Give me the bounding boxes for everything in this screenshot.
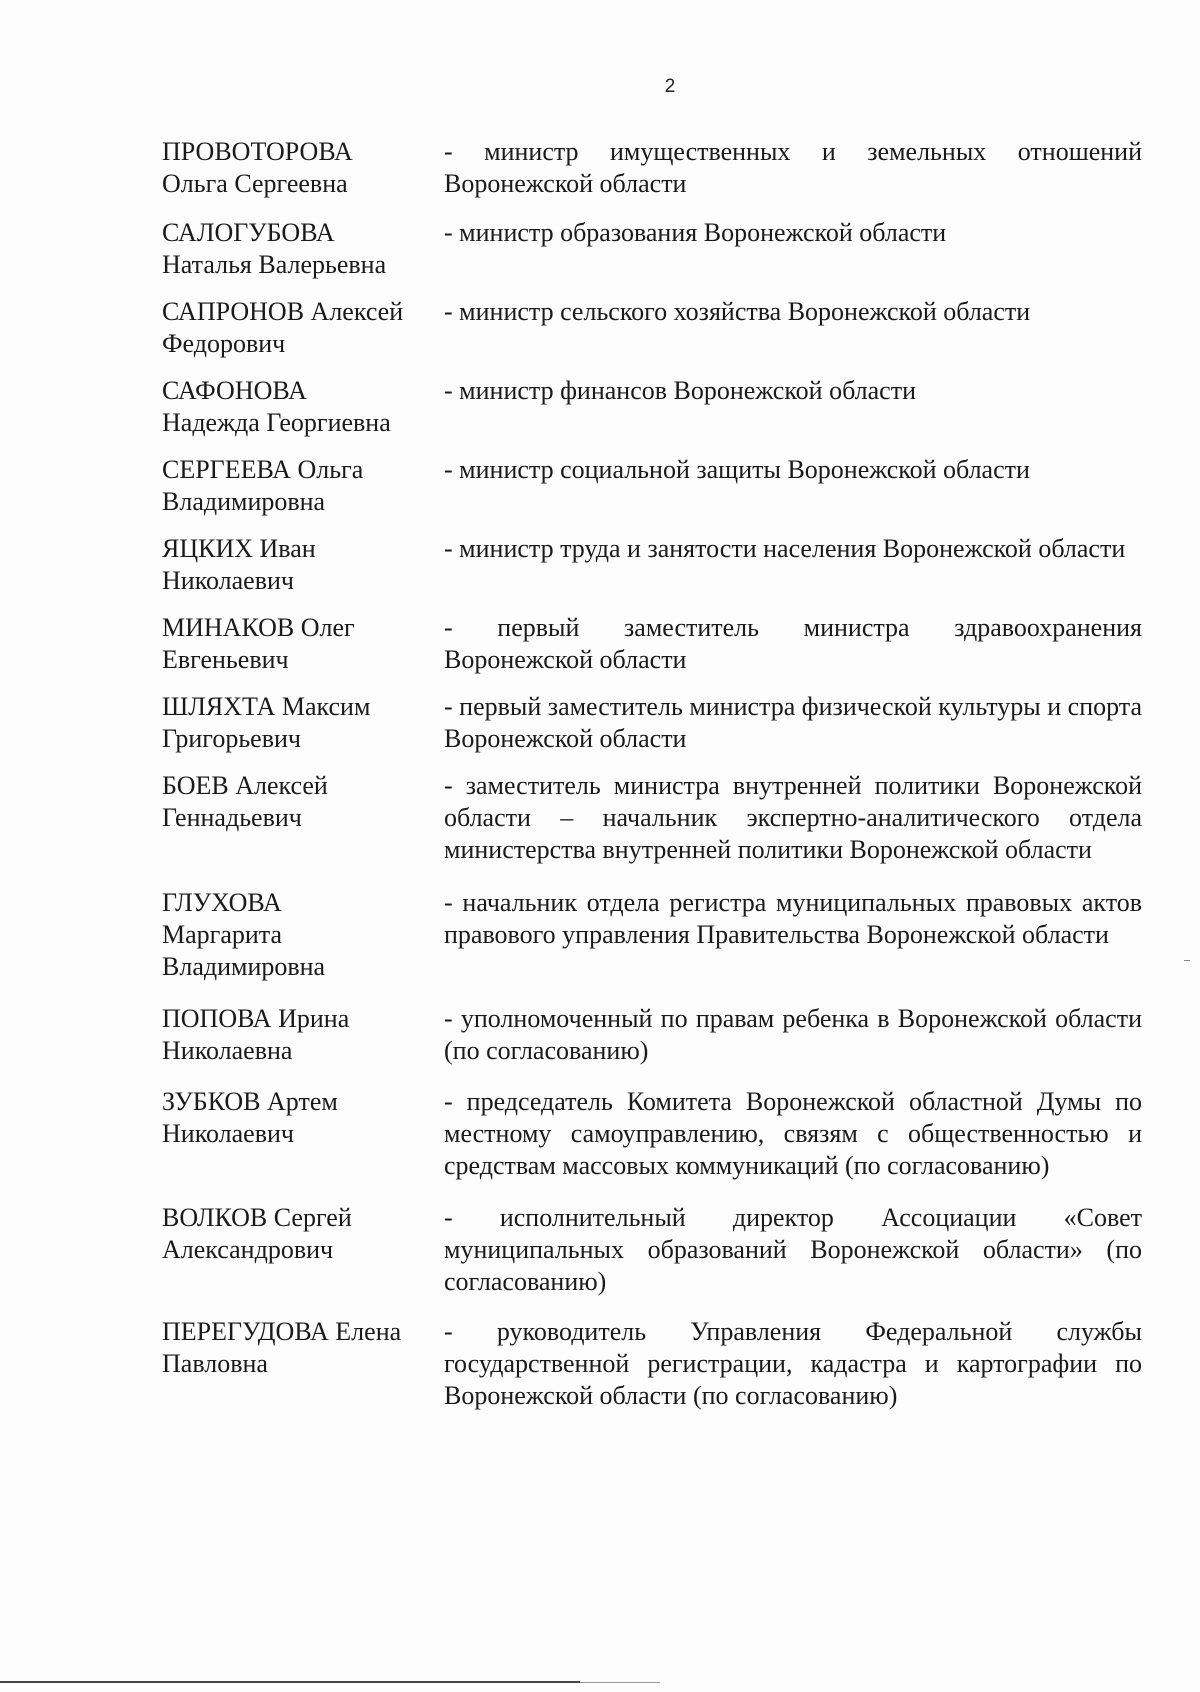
list-item: [162, 612, 1142, 676]
member-role: - министр финансов Воронежской области: [444, 376, 916, 405]
member-role: - первый заместитель министра физической культуры и спорта Воронежской области: [444, 692, 1142, 753]
member-role: - начальник отдела регистра муниципальных правовых актов правового управления Правительства Воронежской области: [444, 888, 1142, 949]
member-name: [162, 1316, 444, 1380]
scan-speck: [1184, 960, 1190, 961]
member-role: - министр труда и занятости населения Воронежской области: [444, 534, 1126, 563]
patronymic: Владимировна: [162, 952, 326, 981]
member-role: - министр социальной защиты Воронежской области: [444, 455, 1030, 484]
given-names: Маргарита: [162, 920, 282, 949]
given-names: Геннадьевич: [162, 803, 302, 832]
given-names: Надежда Георгиевна: [162, 408, 391, 437]
given-names: Николаевич: [162, 1119, 294, 1148]
member-role: - первый заместитель министра здравоохранения Воронежской области: [444, 613, 1142, 674]
given-names: Владимировна: [162, 487, 326, 516]
list-item: [162, 770, 1142, 866]
list-item: [162, 533, 1142, 597]
list-item: [162, 375, 1142, 439]
list-item: [162, 296, 1142, 360]
member-role: - заместитель министра внутренней политики Воронежской области – начальник экспертно-аналитического отдела министерства внутренней политики Воронежской области: [444, 771, 1142, 864]
given-names: Наталья Валерьевна: [162, 250, 387, 279]
surname: ЯЦКИХ Иван: [162, 534, 316, 563]
list-item: [162, 1086, 1142, 1182]
given-names: Николаевич: [162, 566, 294, 595]
member-name: [162, 1202, 444, 1266]
list-item: [162, 1316, 1142, 1412]
given-names: Павловна: [162, 1349, 268, 1378]
list-item: [162, 1202, 1142, 1298]
members-list: [162, 136, 1142, 1412]
member-name: [162, 217, 444, 281]
member-role: - министр образования Воронежской области: [444, 218, 947, 247]
bottom-rule: [0, 1681, 580, 1683]
list-item: [162, 691, 1142, 755]
surname: БОЕВ Алексей: [162, 771, 328, 800]
member-name: [162, 533, 444, 597]
surname: МИНАКОВ Олег: [162, 613, 355, 642]
surname: САПРОНОВ Алексей: [162, 297, 404, 326]
member-name: [162, 691, 444, 755]
member-role: - министр сельского хозяйства Воронежской области: [444, 297, 1031, 326]
bottom-rule-faint: [580, 1682, 660, 1683]
surname: ЗУБКОВ Артем: [162, 1087, 338, 1116]
member-name: [162, 296, 444, 360]
list-item: [162, 454, 1142, 518]
given-names: Александрович: [162, 1235, 334, 1264]
list-item: [162, 887, 1142, 983]
given-names: Евгеньевич: [162, 645, 289, 674]
surname: СЕРГЕЕВА Ольга: [162, 455, 364, 484]
member-role: - председатель Комитета Воронежской областной Думы по местному самоуправлению, связям с общественностью и средствам массовых коммуникаций (по согласованию): [444, 1087, 1142, 1180]
member-name: [162, 136, 444, 200]
surname: ПЕРЕГУДОВА Елена: [162, 1317, 402, 1346]
surname: ГЛУХОВА: [162, 888, 282, 917]
member-name: [162, 454, 444, 518]
surname: ВОЛКОВ Сергей: [162, 1203, 352, 1232]
given-names: Николаевна: [162, 1036, 293, 1065]
member-name: [162, 1086, 444, 1150]
given-names: Ольга Сергеевна: [162, 169, 348, 198]
page-number: 2: [664, 76, 676, 97]
member-role: - исполнительный директор Ассоциации «Совет муниципальных образований Воронежской области» (по согласованию): [444, 1203, 1142, 1296]
list-item: [162, 136, 1142, 200]
list-item: [162, 1003, 1142, 1067]
surname: САФОНОВА: [162, 376, 307, 405]
surname: ПРОВОТОРОВА: [162, 137, 353, 166]
member-name: [162, 1003, 444, 1067]
member-role: - министр имущественных и земельных отношений Воронежской области: [444, 137, 1142, 198]
surname: ПОПОВА Ирина: [162, 1004, 350, 1033]
given-names: Федорович: [162, 329, 286, 358]
list-item: [162, 217, 1142, 281]
member-name: [162, 612, 444, 676]
member-role: - руководитель Управления Федеральной службы государственной регистрации, кадастра и картографии по Воронежской области (по согласованию): [444, 1317, 1142, 1410]
member-name: [162, 887, 444, 983]
given-names: Григорьевич: [162, 724, 301, 753]
member-name: [162, 375, 444, 439]
member-role: - уполномоченный по правам ребенка в Воронежской области (по согласованию): [444, 1004, 1142, 1065]
surname: САЛОГУБОВА: [162, 218, 335, 247]
member-name: [162, 770, 444, 834]
surname: ШЛЯХТА Максим: [162, 692, 371, 721]
